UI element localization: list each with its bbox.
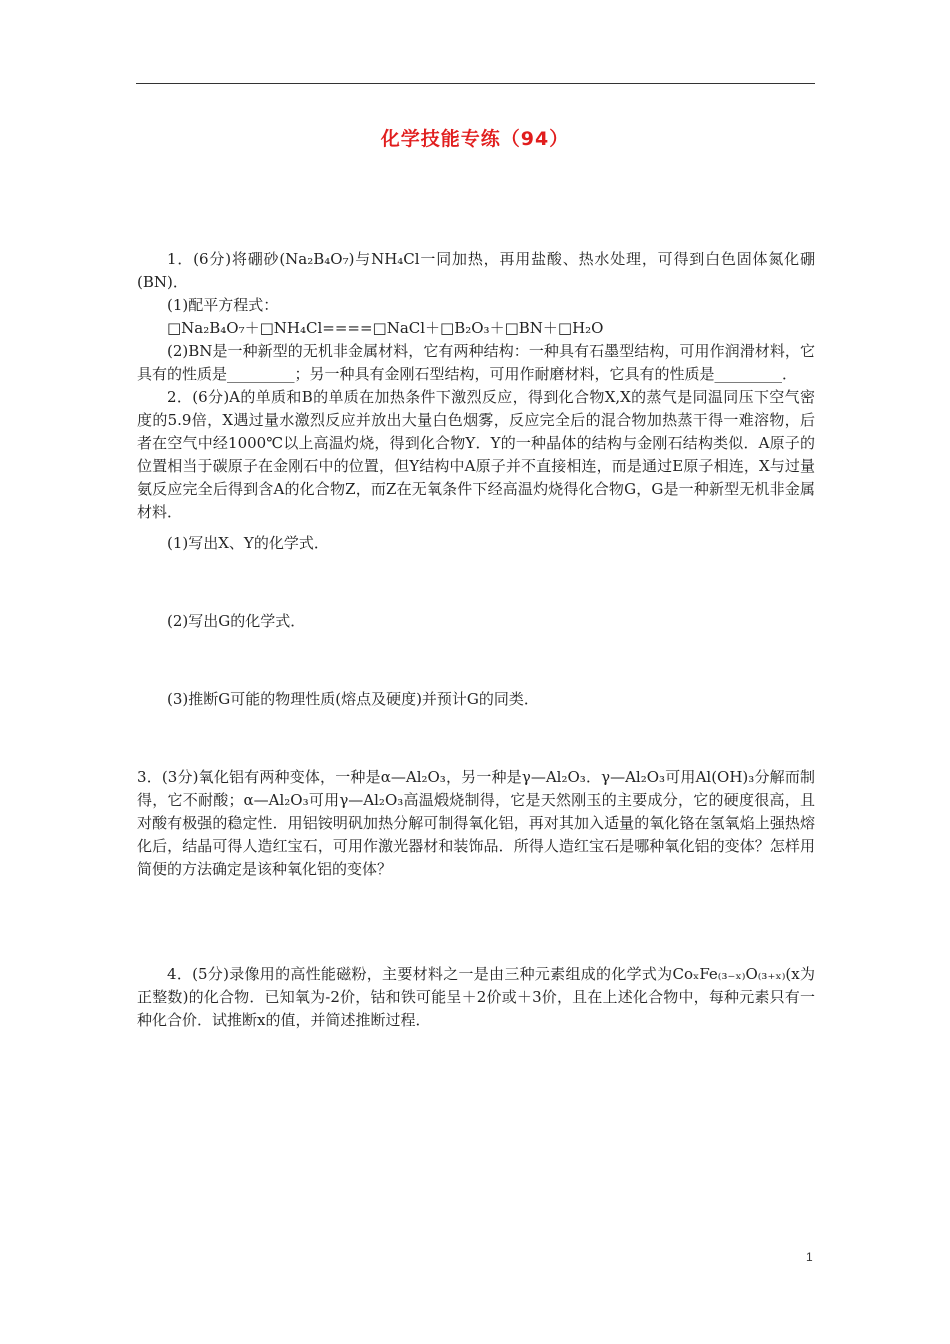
question-2-stem: 2．(6分)A的单质和B的单质在加热条件下激烈反应，得到化合物X,X的蒸气是同温同压下空气密度的5.9倍，X遇过量水激烈反应并放出大量白色烟雾，反应完全后的混合物加热蒸干得一难溶物，后者在空气中经1000℃以上高温灼烧，得到化合物Y．Y的一种晶体的结构与金刚石结构类似．A原子的位置相当于碳原子在金刚石中的位置，但Y结构中A原子并不直接相连，而是通过E原子相连，X与过量氨反应完全后得到含A的化合物Z，而Z在无氧条件下经高温灼烧得化合物G，G是一种新型无机非金属材料． bbox=[137, 388, 815, 521]
document-body bbox=[137, 248, 815, 1032]
question-1-part-2: (2)BN是一种新型的无机非金属材料，它有两种结构：一种具有石墨型结构，可用作润滑材料，它具有的性质是_________；另一种具有金刚石型结构，可用作耐磨材料，它具有的性质是_________． bbox=[137, 342, 815, 383]
question-2-part-2: (2)写出G的化学式． bbox=[167, 612, 306, 630]
question-1-part-1: (1)配平方程式： bbox=[167, 296, 279, 314]
question-1-stem: 1．(6分)将硼砂(Na₂B₄O₇)与NH₄Cl一同加热，再用盐酸、热水处理，可得到白色固体氮化硼(BN)． bbox=[137, 250, 815, 291]
question-1-equation: □Na₂B₄O₇＋□NH₄Cl====□NaCl＋□B₂O₃＋□BN＋□H₂O bbox=[167, 319, 604, 337]
question-2-part-1: (1)写出X、Y的化学式． bbox=[167, 534, 329, 552]
question-2-part-3: (3)推断G可能的物理性质(熔点及硬度)并预计G的同类． bbox=[167, 690, 539, 708]
question-3: 3．(3分)氧化铝有两种变体，一种是α—Al₂O₃，另一种是γ—Al₂O₃．γ—Al₂O₃可用Al(OH)₃分解而制得，它不耐酸；α—Al₂O₃可用γ—Al₂O₃高温煅烧制得，它是天然刚玉的主要成分，它的硬度很高，且对酸有极强的稳定性．用铝铵明矾加热分解可制得氧化铝，再对其加入适量的氧化铬在氢氧焰上强热熔化后，结晶可得人造红宝石，可用作激光器材和装饰品．所得人造红宝石是哪种氧化铝的变体？怎样用简便的方法确定是该种氧化铝的变体？ bbox=[137, 768, 815, 878]
page-number: 1 bbox=[806, 1250, 813, 1264]
page-title: 化学技能专练（94） bbox=[380, 128, 570, 150]
question-4: 4．(5分)录像用的高性能磁粉，主要材料之一是由三种元素组成的化学式为CoₓFe₍₃₋ₓ₎O₍₃₊ₓ₎(x为正整数)的化合物．已知氧为-2价，钴和铁可能呈＋2价或＋3价，且在上述化合物中，每种元素只有一种化合价．试推断x的值，并简述推断过程． bbox=[137, 965, 815, 1029]
header-rule bbox=[136, 83, 815, 84]
